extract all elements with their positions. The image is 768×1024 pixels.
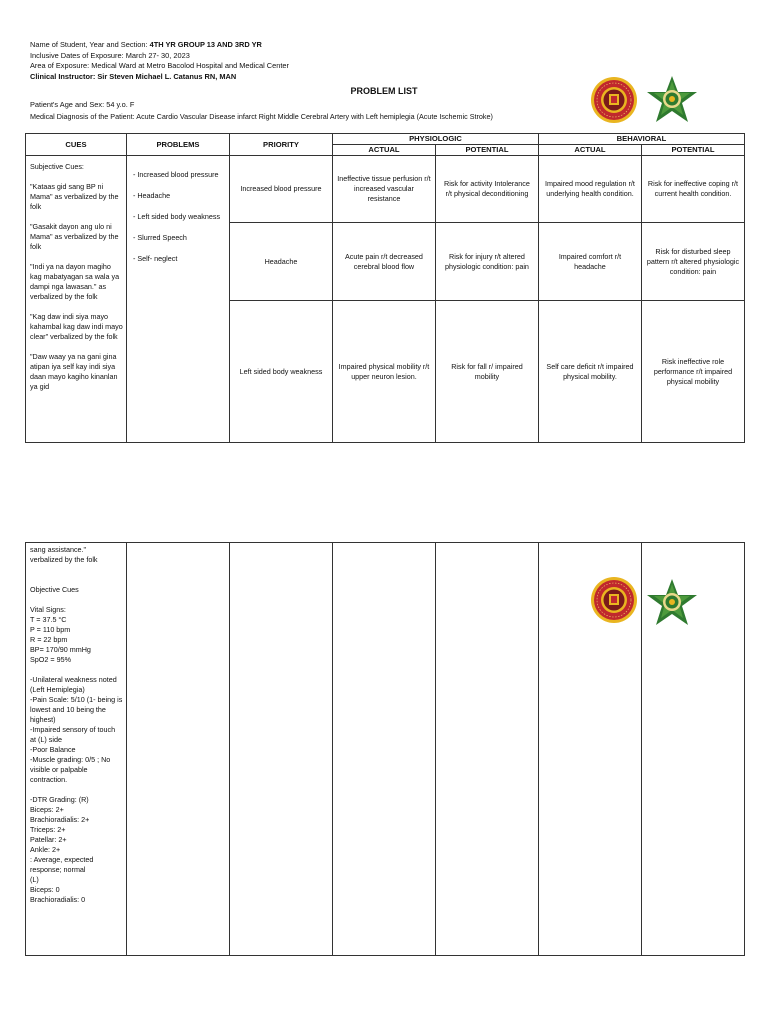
cue-line: Ankle: 2+: [30, 845, 61, 854]
cue-line: Brachioradialis: 2+: [30, 815, 90, 824]
beh-actual-cell: Self care deficit r/t impaired physical mobility.: [538, 301, 641, 443]
cue-line: verbalized by the folk: [30, 555, 98, 564]
problem-list-table: [25, 133, 745, 443]
problem-item: - Increased blood pressure: [132, 170, 219, 179]
cue-line: [30, 565, 123, 575]
empty-cell: [641, 543, 744, 956]
header-cues: CUES: [26, 134, 127, 156]
header-behavioral: BEHAVIORAL: [538, 134, 744, 145]
cue-line: -Pain Scale: 5/10 (1- being is lowest and 10 being the highest): [30, 695, 123, 724]
cue-line: [30, 575, 123, 585]
phys-potential-cell: Risk for injury r/t altered physiologic condition: pain: [435, 223, 538, 301]
document-header: [30, 40, 289, 82]
phys-actual-cell: Impaired physical mobility r/t upper neuron lesion.: [332, 301, 435, 443]
cue-line: T = 37.5 °C: [30, 615, 67, 624]
student-line: Name of Student, Year and Section: 4TH YR GROUP 13 AND 3RD YR: [30, 40, 262, 49]
cue-line: -Unilateral weakness noted (Left Hemiplegia): [30, 675, 117, 694]
problem-item: - Slurred Speech: [132, 233, 187, 242]
cue-line: Brachioradialis: 0: [30, 895, 86, 904]
beh-actual-cell: Impaired comfort r/t headache: [538, 223, 641, 301]
empty-cell: [538, 543, 641, 956]
cue-line: "Daw waay ya na gani gina atipan iya self kay indi siya daan mayo kagiho kinanlan ya gid: [30, 352, 118, 391]
cue-line: R = 22 bpm: [30, 635, 68, 644]
empty-cell: [229, 543, 332, 956]
cue-line: Biceps: 0: [30, 885, 60, 894]
dates-line: Inclusive Dates of Exposure: March 27- 30, 2023: [30, 50, 190, 60]
priority-cell: Left sided body weakness: [229, 301, 332, 443]
header-priority: PRIORITY: [229, 134, 332, 156]
cue-line: P = 110 bpm: [30, 625, 71, 634]
beh-potential-cell: Risk for disturbed sleep pattern r/t altered physiologic condition: pain: [641, 223, 744, 301]
priority-cell: Headache: [229, 223, 332, 301]
cue-line: Triceps: 2+: [30, 825, 66, 834]
university-seal-icon: [590, 76, 638, 124]
beh-potential-cell: Risk for ineffective coping r/t current health condition.: [641, 156, 744, 223]
cue-line: Vital Signs:: [30, 605, 66, 614]
cue-line: -Muscle grading: 0/5 ; No visible or palpable contraction.: [30, 755, 111, 784]
cues-cell-continued: [26, 543, 127, 956]
cue-line: : Average, expected response; normal: [30, 855, 94, 874]
cue-line: SpO2 = 95%: [30, 655, 71, 664]
area-line: Area of Exposure: Medical Ward at Metro Bacolod Hospital and Medical Center: [30, 61, 289, 71]
cues-cell: [26, 156, 127, 443]
empty-cell: [126, 543, 229, 956]
instructor-line: Clinical Instructor: Sir Steven Michael L. Catanus RN, MAN: [30, 71, 237, 81]
cue-line: [30, 785, 123, 795]
header-phys-potential: POTENTIAL: [435, 145, 538, 156]
cue-line: Subjective Cues:: [30, 162, 84, 171]
header-physiologic: PHYSIOLOGIC: [332, 134, 538, 145]
cue-line: "Gasakit dayon ang ulo ni Mama" as verbalized by the folk: [30, 222, 119, 251]
problem-item: - Headache: [132, 191, 171, 200]
problem-list-table-continued: [25, 542, 745, 956]
empty-cell: [435, 543, 538, 956]
cue-line: -Impaired sensory of touch at (L) side: [30, 725, 116, 744]
header-beh-actual: ACTUAL: [538, 145, 641, 156]
phys-actual-cell: Acute pain r/t decreased cerebral blood flow: [332, 223, 435, 301]
patient-age-sex: Patient's Age and Sex: 54 y.o. F: [30, 100, 135, 109]
header-phys-actual: ACTUAL: [332, 145, 435, 156]
cue-line: -DTR Grading: (R): [30, 795, 89, 804]
cue-line: -Poor Balance: [30, 745, 76, 754]
cue-line: Biceps: 2+: [30, 805, 64, 814]
priority-cell: Increased blood pressure: [229, 156, 332, 223]
cue-line: [30, 595, 123, 605]
cue-line: "Kataas gid sang BP ni Mama" as verbalized by the folk: [30, 182, 119, 211]
cue-line: sang assistance.": [30, 545, 87, 554]
beh-actual-cell: Impaired mood regulation r/t underlying health condition.: [538, 156, 641, 223]
cue-line: Objective Cues: [30, 585, 79, 594]
phys-potential-cell: Risk for activity Intolerance r/t physical deconditioning: [435, 156, 538, 223]
cue-line: Patellar: 2+: [30, 835, 67, 844]
cue-line: "Indi ya na dayon magiho kag mabatyagan sa wala ya dampi nga lawasan." as verbalized by the folk: [30, 262, 120, 301]
nursing-emblem-icon: [645, 75, 699, 125]
beh-potential-cell: Risk ineffective role performance r/t impaired physical mobility: [641, 301, 744, 443]
page-title: PROBLEM LIST: [350, 86, 418, 96]
table-row: [26, 543, 745, 956]
patient-diagnosis: Medical Diagnosis of the Patient: Acute Cardio Vascular Disease infarct Right Middle Cerebral Artery with Left hemiplegia (Acute Ischemic Stroke): [30, 111, 493, 121]
patient-info: [30, 99, 493, 122]
problem-item: - Self- neglect: [132, 254, 178, 263]
header-beh-potential: POTENTIAL: [641, 145, 744, 156]
cue-line: BP= 170/90 mmHg: [30, 645, 91, 654]
phys-actual-cell: Ineffective tissue perfusion r/t increased vascular resistance: [332, 156, 435, 223]
problems-cell: [126, 156, 229, 443]
empty-cell: [332, 543, 435, 956]
cue-line: "Kag daw indi siya mayo kahambal kag daw indi mayo clear" verbalized by the folk: [30, 312, 123, 341]
header-problems: PROBLEMS: [126, 134, 229, 156]
cue-line: (L): [30, 875, 39, 884]
problem-item: - Left sided body weakness: [132, 212, 221, 221]
cue-line: [30, 665, 123, 675]
table-row: [26, 156, 745, 223]
phys-potential-cell: Risk for fall r/ impaired mobility: [435, 301, 538, 443]
